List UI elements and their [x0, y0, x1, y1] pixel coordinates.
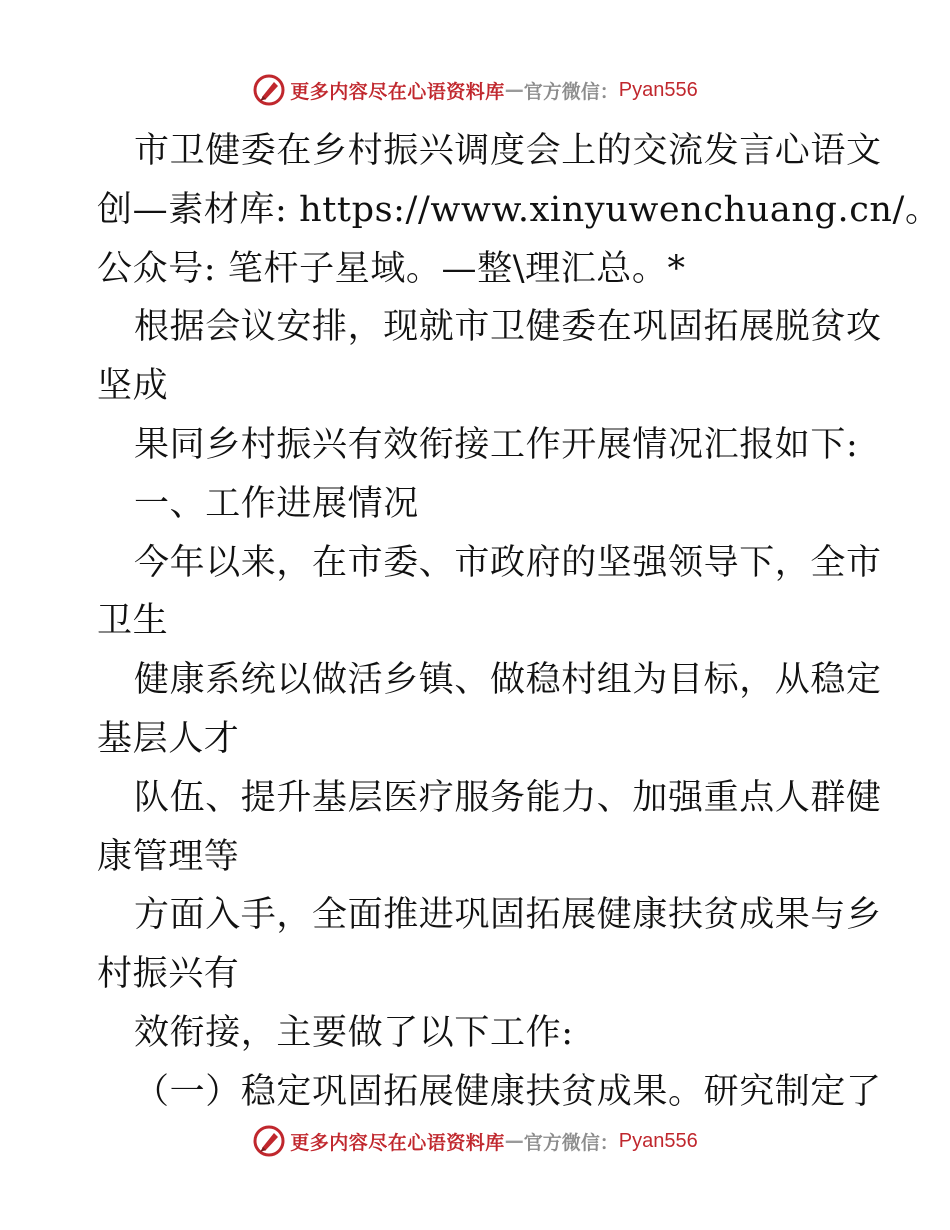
text-line: 卫生 — [97, 601, 169, 642]
banner-main-text: 更多内容尽在心语资料库 — [290, 80, 505, 103]
text-line: 村振兴有 — [97, 954, 240, 995]
pen-nib-logo-icon — [252, 73, 286, 107]
text-line: 今年以来，在市委、市政府的坚强领导下，全市 — [134, 542, 882, 583]
text-line: 创—素材库: https://www.xinyuwenchuang.cn/。 — [97, 189, 941, 230]
banner-wechat-id: Pyan556 — [618, 78, 698, 101]
text-line: 公众号: 笔杆子星域。—整\理汇总。* — [97, 248, 686, 289]
section-heading: 一、工作进展情况 — [134, 483, 419, 524]
text-line: 方面入手，全面推进巩固拓展健康扶贫成果与乡 — [134, 895, 882, 936]
text-line: 效衔接，主要做了以下工作: — [134, 1012, 574, 1053]
text-line: 市卫健委在乡村振兴调度会上的交流发言心语文 — [134, 131, 882, 171]
banner-wechat-id: Pyan556 — [618, 1129, 698, 1152]
banner-sub-text: 官方微信： — [523, 1131, 619, 1154]
text-line: 健康系统以做活乡镇、做稳村组为目标，从稳定 — [134, 660, 882, 701]
text-line: 坚成 — [97, 366, 169, 407]
header-watermark-banner — [0, 70, 950, 110]
text-line: 基层人才 — [97, 718, 240, 759]
banner-sub-text: 官方微信： — [523, 80, 619, 103]
text-line: 队伍、提升基层医疗服务能力、加强重点人群健 — [134, 777, 882, 818]
pen-nib-logo-icon — [252, 1124, 286, 1158]
banner-main-text: 更多内容尽在心语资料库 — [290, 1131, 505, 1154]
text-line: 根据会议安排，现就市卫健委在巩固拓展脱贫攻 — [134, 307, 882, 348]
document-body — [97, 122, 941, 1122]
footer-watermark-banner — [0, 1121, 950, 1161]
banner-separator: — — [504, 79, 524, 101]
text-line: 康管理等 — [97, 836, 240, 877]
text-line: （一）稳定巩固拓展健康扶贫成果。研究制定了 — [134, 1071, 882, 1112]
text-line: 果同乡村振兴有效衔接工作开展情况汇报如下: — [134, 424, 859, 465]
banner-separator: — — [504, 1130, 524, 1152]
